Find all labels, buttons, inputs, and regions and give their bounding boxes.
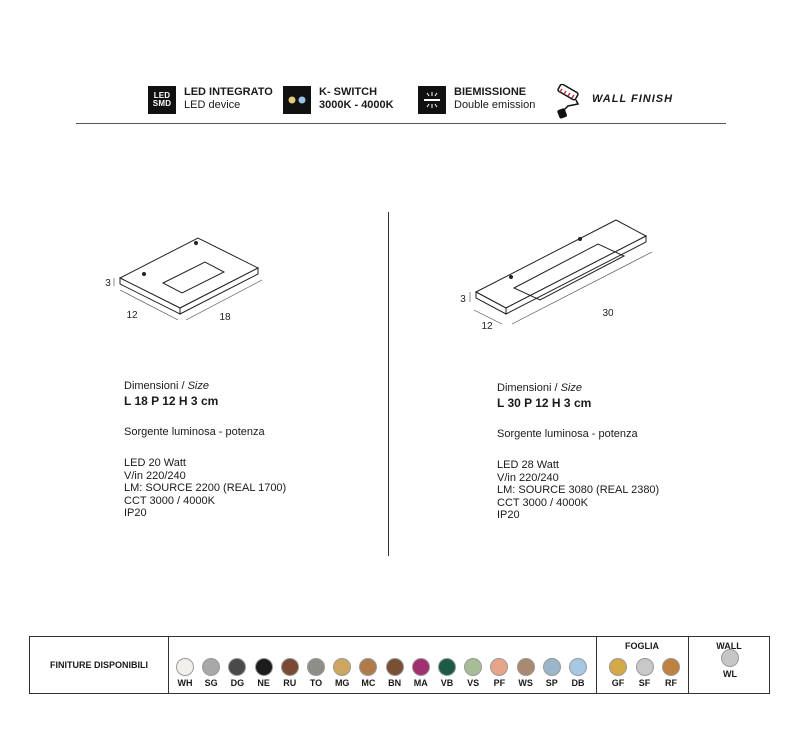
product-info-large <box>497 382 659 522</box>
spec-line: CCT 3000 / 4000K <box>497 496 588 509</box>
feature-wall-finish <box>548 84 673 125</box>
finish-swatch-sg <box>201 658 221 688</box>
dimensions-label <box>124 380 286 393</box>
finish-color-dot <box>543 658 561 676</box>
finish-code: SG <box>204 678 218 688</box>
k-switch-icon <box>283 86 311 114</box>
finish-color-dot <box>281 658 299 676</box>
finish-swatch-dg <box>227 658 247 688</box>
finish-code: WH <box>177 678 193 688</box>
product-size: L 30 P 12 H 3 cm <box>497 396 592 410</box>
finish-code: WL <box>723 669 737 679</box>
finish-swatch-pf <box>489 658 509 688</box>
header-divider <box>76 123 726 124</box>
finish-swatch-wl <box>720 649 740 679</box>
dimensions-label <box>497 382 659 395</box>
product-info-small <box>124 380 286 520</box>
finish-swatch-vs <box>463 658 483 688</box>
finish-swatch-bn <box>385 658 405 688</box>
spec-line: CCT 3000 / 4000K <box>124 494 215 507</box>
double-emission-icon <box>418 86 446 114</box>
finish-code: TO <box>309 678 323 688</box>
finish-color-dot <box>464 658 482 676</box>
feature-biemissione <box>418 86 535 114</box>
finish-color-dot <box>255 658 273 676</box>
finish-swatch-ne <box>254 658 274 688</box>
finish-code: BN <box>388 678 402 688</box>
finish-swatch-db <box>568 658 588 688</box>
finish-code: RU <box>283 678 297 688</box>
dim-height-label: 3 <box>105 278 111 289</box>
spec-line: LED 28 Watt <box>497 459 559 471</box>
feature-title: K- SWITCH <box>319 86 378 98</box>
finish-color-dot <box>228 658 246 676</box>
finish-color-dot <box>333 658 351 676</box>
finish-code: VB <box>440 678 454 688</box>
finish-code: SP <box>545 678 558 688</box>
finish-swatch-ma <box>411 658 431 688</box>
finish-color-dot <box>176 658 194 676</box>
feature-subtitle: 3000K - 4000K <box>319 99 394 111</box>
finish-code: MA <box>413 678 428 688</box>
spec-line: IP20 <box>124 507 147 520</box>
spec-line: LM: SOURCE 2200 (REAL 1700) <box>124 482 287 495</box>
product-drawing-small <box>100 230 280 340</box>
spec-line: V/in 220/240 <box>124 469 186 482</box>
finish-swatch-wh <box>175 658 195 688</box>
finish-code: RF <box>665 678 677 688</box>
finish-swatch-to <box>306 658 326 688</box>
finish-code: PF <box>493 678 506 688</box>
led-smd-icon-text-1: LED <box>153 91 171 100</box>
finish-code: DG <box>230 678 245 688</box>
finish-code: NE <box>257 678 270 688</box>
spec-line: IP20 <box>497 509 520 522</box>
wall-title: WALL <box>716 641 742 651</box>
paint-roller-icon <box>548 84 584 125</box>
finish-swatch-rf <box>661 658 681 688</box>
dimensions-label-en: Size <box>560 382 582 394</box>
finish-swatch-sp <box>542 658 562 688</box>
feature-subtitle: LED device <box>184 99 241 111</box>
dimensions-label-it: Dimensioni / <box>124 380 188 392</box>
feature-title: LED INTEGRATO <box>184 86 273 98</box>
dim-depth-label: 12 <box>126 310 138 321</box>
led-smd-icon <box>148 86 176 114</box>
finish-color-dot <box>438 658 456 676</box>
finish-code: GF <box>611 678 625 688</box>
finish-swatch-sf <box>635 658 655 688</box>
finish-color-dot <box>609 658 627 676</box>
feature-led-integrato <box>148 86 273 114</box>
finish-color-dot <box>517 658 535 676</box>
finish-swatch-ru <box>280 658 300 688</box>
finish-color-dot <box>359 658 377 676</box>
finish-code: DB <box>571 678 585 688</box>
product-size: L 18 P 12 H 3 cm <box>124 394 219 408</box>
feature-title: BIEMISSIONE <box>454 86 527 98</box>
finish-color-dot <box>490 658 508 676</box>
finish-color-dot <box>721 649 739 667</box>
finish-swatch-mc <box>358 658 378 688</box>
finish-swatch-ws <box>516 658 536 688</box>
spec-line: V/in 220/240 <box>497 471 559 484</box>
finish-color-dot <box>202 658 220 676</box>
finish-swatch-gf <box>608 658 628 688</box>
source-label: Sorgente luminosa - potenza <box>497 428 638 440</box>
spec-line: LM: SOURCE 3080 (REAL 2380) <box>497 484 660 497</box>
finishes-label: FINITURE DISPONIBILI <box>30 637 169 693</box>
feature-title: WALL FINISH <box>592 93 674 105</box>
source-label: Sorgente luminosa - potenza <box>124 426 265 438</box>
led-smd-icon-text-2: SMD <box>152 99 172 108</box>
finish-code: WS <box>518 678 533 688</box>
finish-code: SF <box>638 678 651 688</box>
finishes-panel <box>29 636 770 694</box>
finish-code: MC <box>361 678 376 688</box>
foglia-title: FOGLIA <box>625 641 659 651</box>
finish-color-dot <box>662 658 680 676</box>
feature-subtitle: Double emission <box>454 99 536 111</box>
finish-code: MG <box>334 678 350 688</box>
spec-line: LED 20 Watt <box>124 457 186 469</box>
finish-color-dot <box>636 658 654 676</box>
column-divider <box>388 212 389 556</box>
feature-k-switch <box>283 86 394 114</box>
dimensions-label-it: Dimensioni / <box>497 382 561 394</box>
finish-color-dot <box>569 658 587 676</box>
dim-depth-label: 12 <box>481 321 493 332</box>
finish-swatch-vb <box>437 658 457 688</box>
finish-color-dot <box>386 658 404 676</box>
finish-code: VS <box>467 678 480 688</box>
dim-length-label: 30 <box>602 308 614 319</box>
dim-length-label: 18 <box>219 312 231 323</box>
dim-height-label: 3 <box>460 294 466 305</box>
dimensions-label-en: Size <box>187 380 209 392</box>
product-drawing-large <box>452 212 662 337</box>
finish-color-dot <box>412 658 430 676</box>
finish-color-dot <box>307 658 325 676</box>
finish-swatch-mg <box>332 658 352 688</box>
